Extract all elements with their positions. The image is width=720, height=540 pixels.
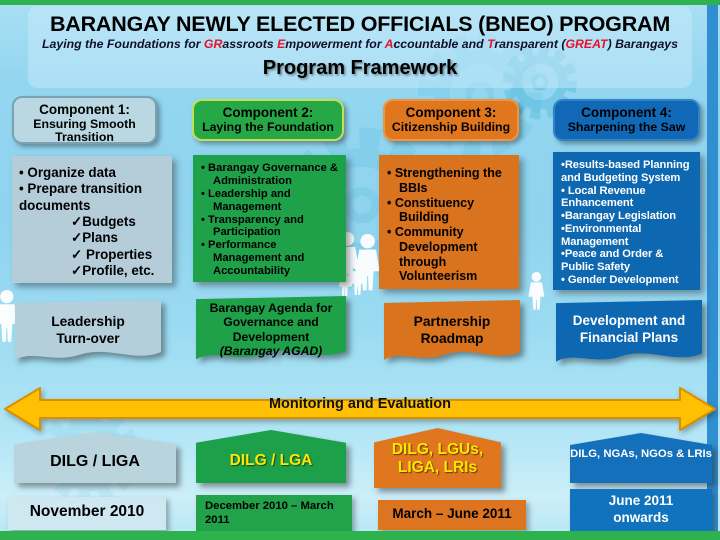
timeline-december-2010-march-2011 [196,495,352,532]
deliverable-partnership-roadmap [384,300,520,370]
deliverable-line: (Barangay AGAD) [219,344,323,359]
component-2-title: Component 2: [222,105,314,120]
activity-checklist [19,214,168,279]
component-4-activities-box [553,152,700,290]
text-line: ✓Profile, etc. [71,263,155,279]
deliverable-development-financial-plans [556,300,702,372]
text-line: • Local Revenue Enhancement [561,184,646,210]
component-3-activities-box [379,155,519,289]
component-3-title: Component 3: [405,105,497,120]
text-line: onwards [613,509,669,525]
text-line: •Results-based Planning and Budgeting System [561,159,690,184]
component-1-activities-box [12,156,172,283]
slide-bottom-border [0,531,720,540]
component-2-header [192,99,344,141]
deliverable-line: Leadership [51,314,125,329]
slide-top-border [0,0,720,5]
component-4-subtitle: Sharpening the Saw [567,119,686,134]
text-line: • Gender Development [561,273,679,286]
text-line: • Constituency Building [387,195,475,225]
org-box-dilg-ngas-ngos-lris [570,433,712,483]
component-1-header [12,96,157,144]
org-box-dilg-lga [196,430,346,483]
text-line: June 2011 [608,493,674,508]
org-box-dilg-liga [14,432,176,483]
text-line: • Performance Management and Accountability [201,239,305,277]
text-line: ✓ Properties [71,246,153,262]
subtitle-segment: GREAT [565,37,608,51]
text-line: ✓Plans [71,230,118,246]
monitoring-arrow-label: Monitoring and Evaluation [268,396,452,412]
deliverable-line: Roadmap [420,330,484,346]
text-line: November 2010 [29,503,145,520]
text-line: • Leadership and Management [201,187,291,213]
subtitle-segment: ccountable and [393,37,488,51]
component-3-header [383,99,519,141]
slide-title: BARANGAY NEWLY ELECTED OFFICIALS (BNEO) PROGRAM [49,12,671,36]
org-label: DILG / LGA [229,452,313,469]
text-line: • Barangay Governance & Administration [201,162,338,187]
deliverable-line: Governance and [223,315,319,330]
timeline-november-2010 [8,497,166,530]
deliverable-line: Partnership [413,314,491,329]
text-line: •Peace and Order & Public Safety [561,248,664,274]
deliverable-barangay-agad [196,296,346,370]
text-line: March – June 2011 [392,506,512,521]
text-line: December 2010 – March 2011 [205,500,334,527]
subtitle-segment: ransparent ( [494,37,566,51]
org-label: DILG / LIGA [50,453,140,470]
text-line: •Environmental Management [561,222,642,248]
subtitle-segment: GR [203,37,223,51]
text-line: • Strengthening the BBIs [387,166,502,195]
subtitle-segment: ) Barangays [607,37,678,51]
subtitle-segment: Laying the Foundations for [42,37,204,51]
deliverable-line: Development and [572,313,686,328]
deliverable-line: Financial Plans [579,329,679,345]
subtitle-segment: A [384,37,394,51]
timeline-june-2011-onwards [570,489,712,532]
org-box-dilg-lgus-liga-lris [374,428,501,488]
deliverable-line: Turn-over [56,330,120,346]
component-1-title: Component 1: [39,102,130,117]
component-2-activities-box [193,155,346,282]
deliverable-line: Development [232,329,310,344]
activity-bullets [19,165,168,214]
subtitle-segment: T [487,37,495,51]
text-line: • Prepare transition documents [19,181,143,213]
component-2-subtitle: Laying the Foundation [202,119,334,134]
framework-heading: Program Framework [262,57,458,79]
text-line: ✓Budgets [71,214,136,230]
deliverable-line: Barangay Agenda for [209,301,333,315]
text-line: • Transparency and Participation [201,213,304,239]
deliverable-leadership-turnover [15,300,161,370]
subtitle-segment: mpowerment for [285,37,385,51]
component-3-subtitle: Citizenship Building [391,119,511,134]
subtitle-segment: assroots [222,37,278,51]
text-line: • Organize data [19,165,116,180]
component-4-title: Component 4: [581,105,672,120]
org-label: DILG, NGAs, NGOs & LRIs [570,448,712,460]
timeline-march-june-2011 [378,500,526,530]
text-line: •Barangay Legislation [561,210,676,223]
slide-subtitle [0,37,720,51]
component-1-subtitle: Ensuring Smooth Transition [33,116,136,145]
subtitle-segment: E [277,37,286,51]
text-line: • Community Development through Volunteerism [387,225,478,284]
org-label: DILG, LGUs, LIGA, LRIs [391,441,484,476]
component-4-header [553,99,700,141]
